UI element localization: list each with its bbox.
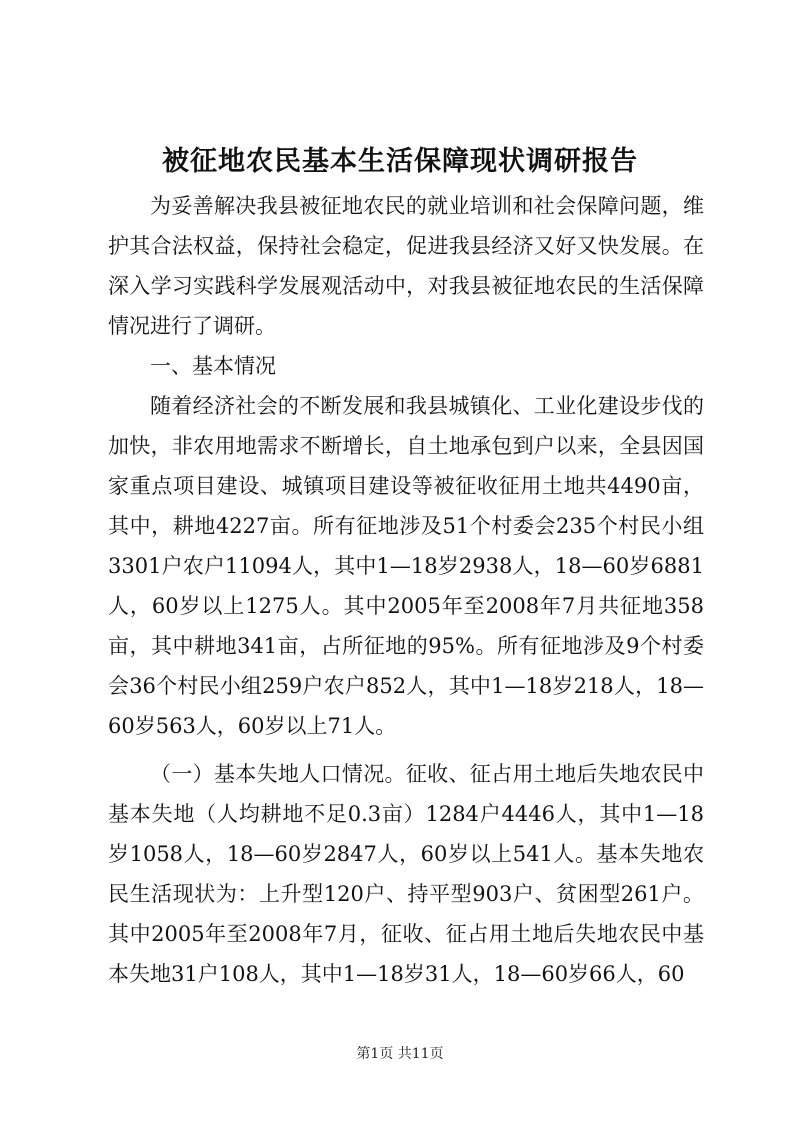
intro-paragraph: 为妥善解决我县被征地农民的就业培训和社会保障问题，维护其合法权益，保持社会稳定，促进我县经济又好又快发展。在深入学习实践科学发展观活动中，对我县被征地农民的生活保障情况进行了调研。	[108, 194, 704, 338]
section-heading-basic-situation: 一、基本情况	[150, 354, 276, 378]
page-footer: 第1页 共11页	[356, 1046, 444, 1062]
document-body	[108, 186, 704, 994]
basic-situation-paragraph: 随着经济社会的不断发展和我县城镇化、工业化建设步伐的加快，非农用地需求不断增长，自土地承包到户以来，全县因国家重点项目建设、城镇项目建设等被征收征用土地共4490亩，其中，耕地4227亩。所有征地涉及51个村委会235个村民小组3301户农户11094人，其中1—18岁2938人，18—60岁6881人，60岁以上1275人。其中2005年至2008年7月共征地358亩，其中耕地341亩，占所征地的95%。所有征地涉及9个村委会36个村民小组259户农户852人，其中1—18岁218人，18—60岁563人，60岁以上71人。	[108, 394, 704, 738]
landless-population-paragraph: （一）基本失地人口情况。征收、征占用土地后失地农民中基本失地（人均耕地不足0.3亩）1284户4446人，其中1—18岁1058人，18—60岁2847人，60岁以上541人。基本失地农民生活现状为：上升型120户、持平型903户、贫困型261户。其中2005年至2008年7月，征收、征占用土地后失地农民中基本失地31户108人，其中1—18岁31人，18—60岁66人，60	[108, 762, 704, 986]
document-title: 被征地农民基本生活保障现状调研报告	[162, 146, 638, 177]
